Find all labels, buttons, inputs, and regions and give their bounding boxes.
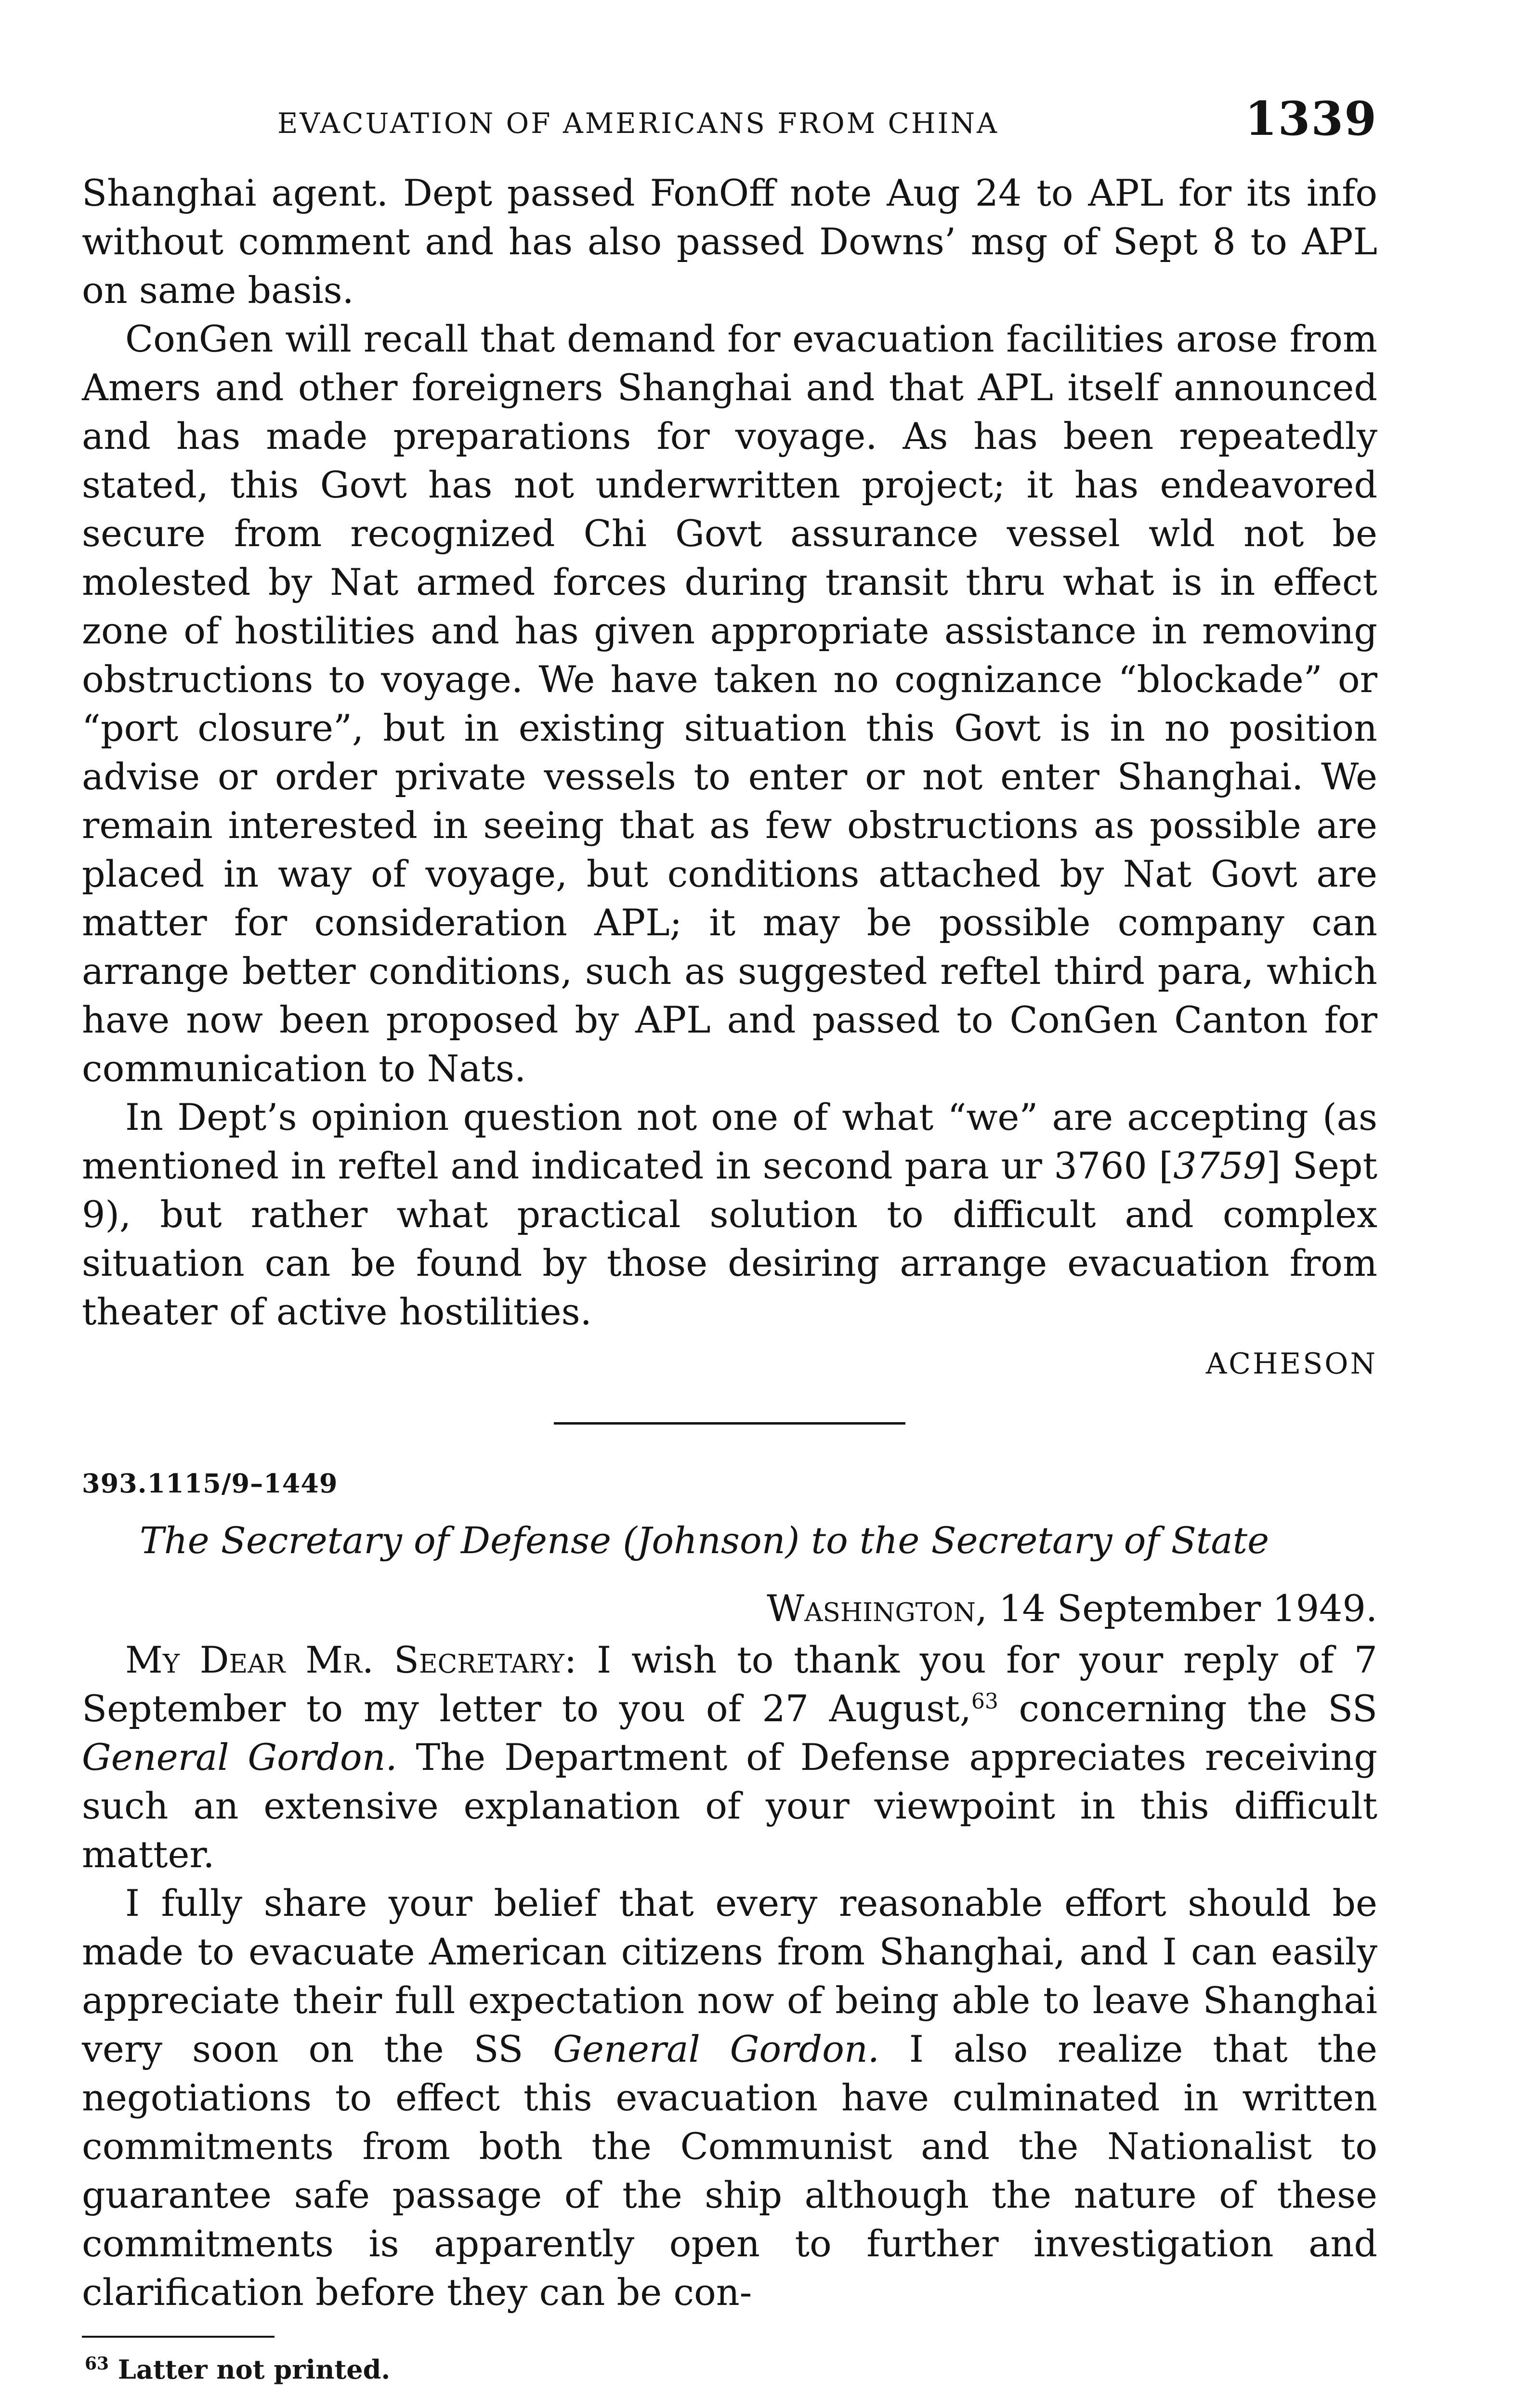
page-number: 1339 (1244, 92, 1377, 146)
section-separator (554, 1422, 905, 1425)
telegram-paragraph-1: Shanghai agent. Dept passed FonOff note Aug 24 to APL for its info without comment and has also passed Downs’ msg of Sept 8 to APL on same basis. (82, 171, 1377, 312)
ship-name-2: General Gordon. (553, 2028, 879, 2070)
signature-acheson: ACHESON (1205, 1347, 1377, 1381)
telegram-paragraph-3-text-a: In Dept’s opinion question not one of what “we” are accepting (as mentioned in reftel and indicated in second para ur 3760 [ (82, 1096, 1377, 1187)
letter-paragraph-1-text-b: concerning the SS (998, 1687, 1377, 1730)
running-title: EVACUATION OF AMERICANS FROM CHINA (277, 107, 999, 140)
heading-text-b: ) to the Secretary of State (785, 1519, 1269, 1562)
dateline (82, 1584, 1377, 1633)
dateline-date: , 14 September 1949. (975, 1587, 1377, 1630)
footnote-mark: 63 (85, 2354, 109, 2374)
salutation: My Dear Mr. Secretary (125, 1638, 564, 1681)
running-header (82, 92, 1377, 154)
footnote-rule (82, 2336, 275, 2338)
letter-paragraph-2-text-b: I also realize that the negotiations to effect this evacuation have culminated in written commitments from both the Communist and the Nationalist to guarantee safe passage of the ship although the nature of these commitments is apparently open to further investigation and clarification before they can be con- (82, 2028, 1378, 2314)
footnote-63 (85, 2354, 1377, 2385)
telegram-reference-number: 3759 (1173, 1144, 1267, 1187)
letter-paragraph-1-text-a: : I wish to thank you for your reply of 7 September to my letter to you of 27 August, (82, 1638, 1377, 1730)
telegram-paragraph-3 (82, 1093, 1377, 1336)
document-file-number: 393.1115/9–1449 (82, 1468, 338, 1499)
letter-paragraph-2-text-a: I fully share your belief that every reasonable effort should be made to evacuate American citizens from Shanghai, and I can easily appreciate their full expectation now of being able to leave Shanghai very soon on the SS (82, 1882, 1377, 2070)
telegram-paragraph-3-text-b: ] Sept 9), but rather what practical solution to difficult and complex situation can be found by those desiring arrange evacuation from theater of active hostilities. (82, 1144, 1377, 1333)
telegram-paragraph-2: ConGen will recall that demand for evacuation facilities arose from Amers and other foreigners Shanghai and that APL itself announced and has made preparations for voyage. As has been repeatedly stated, this Govt has not underwritten project; it has endeavored secure from recognized Chi Govt assurance vessel wld not be molested by Nat armed forces during transit thru what is in effect zone of hostilities and has given appropriate assistance in removing obstructions to voyage. We have taken no cognizance “blockade” or “port closure”, but in existing situation this Govt is in no position advise or order private vessels to enter or not enter Shanghai. We remain interested in seeing that as few obstructions as possible are placed in way of voyage, but conditions attached by Nat Govt are matter for consideration APL; it may be possible company can arrange better conditions, such as suggested reftel third para, which have now been proposed by APL and passed to ConGen Canton for communication to Nats. (82, 317, 1377, 1090)
heading-name: Johnson (637, 1519, 785, 1562)
letter-paragraph-1 (82, 1636, 1377, 1879)
document-page (82, 92, 1377, 2408)
heading-text-a: The Secretary of Defense ( (140, 1519, 637, 1562)
letter-paragraph-2 (82, 1879, 1377, 2316)
document-heading (140, 1516, 1377, 1565)
dateline-city: Washington (767, 1587, 976, 1630)
ship-name: General Gordon. (82, 1736, 397, 1779)
footnote-reference: 63 (971, 1689, 998, 1714)
footnote-text: Latter not printed. (109, 2354, 391, 2385)
letter-paragraph-1-text-c: The Department of Defense appreciates receiving such an extensive explanation of your viewpoint in this difficult matter. (82, 1736, 1377, 1876)
